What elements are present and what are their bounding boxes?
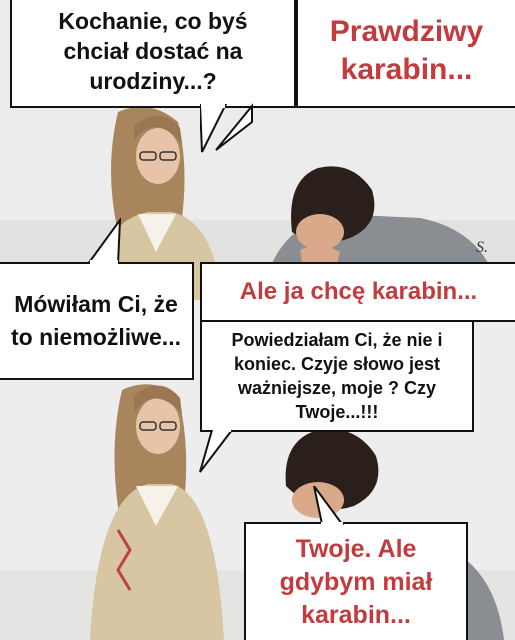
speech-tail-woman-3 [198,430,234,474]
speech-tail-man-3 [312,486,346,526]
man-insist-text: Ale ja chcę karabin... [239,278,478,305]
woman-authority-text: Powiedziałam Ci, że nie i koniec. Czyje słowo jest ważniejsze, moje ? Czy Twoje...!!! [231,330,443,422]
speech-bubble-man-3 [244,522,468,640]
speech-tail-man-1 [214,98,254,152]
speech-bubble-woman-3 [200,320,474,432]
man-final-text: Twoje. Ale gdybym miał karabin... [279,534,433,629]
woman-question-text: Kochanie, co byś chciał dostać na urodziny...? [58,8,248,94]
man-answer-text: Prawdziwy karabin... [329,15,484,86]
artist-signature: S. [476,239,488,256]
speech-bubble-woman-1 [10,0,296,108]
speech-bubble-man-1 [296,0,515,108]
woman-refusal-text: Mówiłam Ci, że to niemożliwe... [11,291,181,350]
speech-tail-woman-2 [86,218,126,264]
speech-bubble-woman-2 [0,262,194,380]
speech-bubble-man-2 [200,262,515,322]
